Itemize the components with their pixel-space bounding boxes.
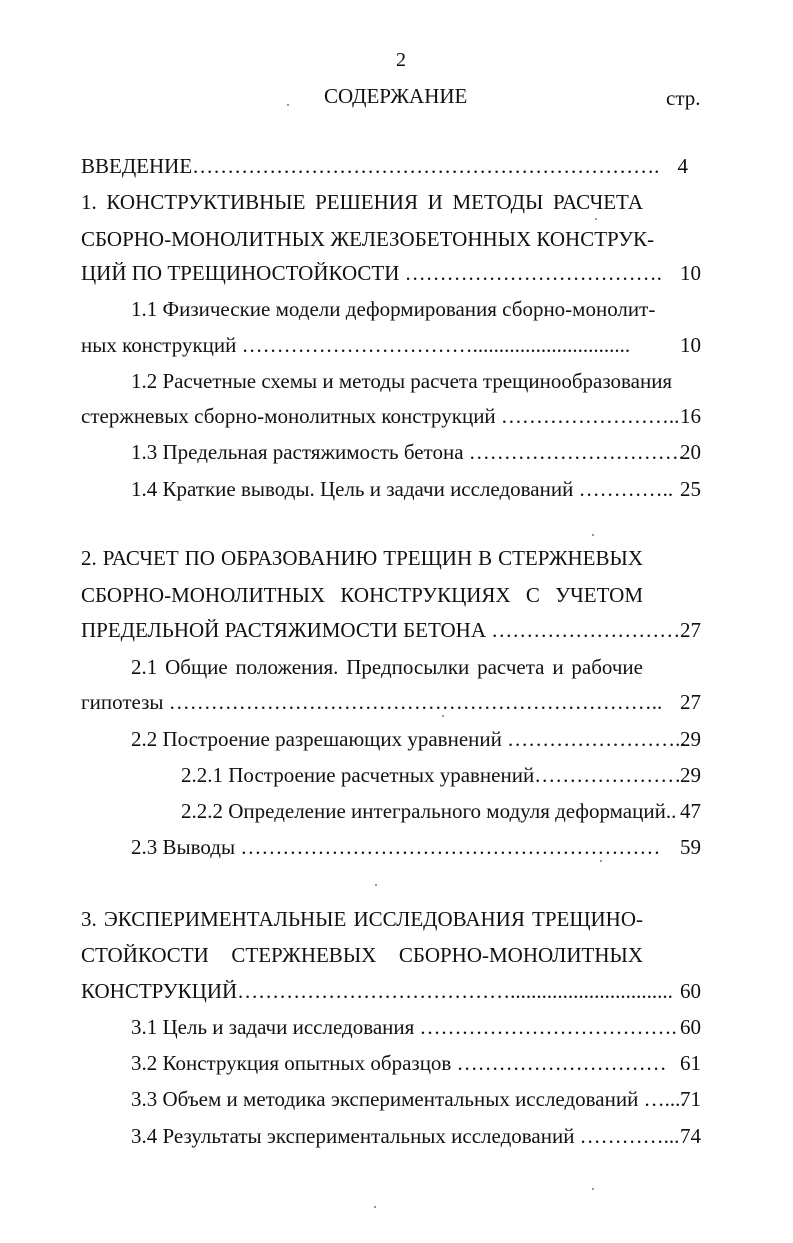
toc-entry-s2-2[interactable]: 2.2 Построение разрешающих уравнений …………………….. — [131, 727, 686, 751]
toc-entry-s3-1[interactable]: 3.1 Цель и задачи исследования ………………………………. — [131, 1015, 677, 1039]
toc-entry-s1-2-line1[interactable]: 1.2 Расчетные схемы и методы расчета трещинообразования — [131, 369, 673, 393]
toc-page-s3-4: 74 — [680, 1124, 701, 1148]
toc-page-s2-2: 29 — [680, 727, 701, 751]
toc-entry-s1-4[interactable]: 1.4 Краткие выводы. Цель и задачи исследований ………….. — [131, 477, 674, 501]
page-column-label: стр. — [666, 86, 701, 110]
scan-speck — [287, 104, 289, 106]
toc-entry-s1-1-line2[interactable]: ных конструкций …………………………….............................. — [81, 333, 631, 357]
toc-entry-s3-line1[interactable]: 3. ЭКСПЕРИМЕНТАЛЬНЫЕ ИССЛЕДОВАНИЯ ТРЕЩИНО- — [81, 907, 643, 931]
page-number: 2 — [396, 49, 406, 71]
toc-entry-s2-1-line2[interactable]: гипотезы …………………………………………………………….. — [81, 690, 663, 714]
scan-speck — [600, 860, 602, 862]
toc-entry-s2-line1[interactable]: 2. РАСЧЕТ ПО ОБРАЗОВАНИЮ ТРЕЩИН В СТЕРЖНЕВЫХ — [81, 546, 643, 570]
toc-page-s3-3: 71 — [680, 1087, 701, 1111]
toc-page-s3: 60 — [680, 979, 701, 1003]
toc-page-s2-2-2: 47 — [680, 799, 701, 823]
toc-entry-s3-2[interactable]: 3.2 Конструкция опытных образцов ………………………… — [131, 1051, 667, 1075]
toc-entry-s1-2-line2[interactable]: стержневых сборно-монолитных конструкций …………………….. — [81, 404, 680, 428]
toc-entry-s1-line2[interactable]: СБОРНО-МОНОЛИТНЫХ ЖЕЛЕЗОБЕТОННЫХ КОНСТРУК- — [81, 227, 655, 251]
toc-page-s1-2: 16 — [680, 404, 701, 428]
toc-page-s3-2: 61 — [680, 1051, 701, 1075]
toc-entry-s2-line2[interactable]: СБОРНО-МОНОЛИТНЫХ КОНСТРУКЦИЯХ С УЧЕТОМ — [81, 583, 643, 607]
scan-speck — [592, 1188, 594, 1190]
scan-speck — [374, 1206, 376, 1208]
scan-speck — [442, 715, 444, 717]
toc-entry-s2-2-2[interactable]: 2.2.2 Определение интегрального модуля деформаций.. — [181, 799, 677, 823]
toc-entry-s1-1-line1[interactable]: 1.1 Физические модели деформирования сборно-монолит- — [131, 297, 656, 321]
toc-entry-s3-4[interactable]: 3.4 Результаты экспериментальных исследований …………... — [131, 1124, 680, 1148]
toc-page-s2-1: 27 — [680, 690, 701, 714]
toc-page-s2-2-1: 29 — [680, 763, 701, 787]
toc-entry-s2-2-1[interactable]: 2.2.1 Построение расчетных уравнений………………… — [181, 763, 682, 787]
toc-entry-s1-3[interactable]: 1.3 Предельная растяжимость бетона …………………………. — [131, 440, 685, 464]
toc-page-s1-4: 25 — [680, 477, 701, 501]
toc-entry-s1-line1[interactable]: 1. КОНСТРУКТИВНЫЕ РЕШЕНИЯ И МЕТОДЫ РАСЧЕТА — [81, 190, 643, 214]
toc-page-s1-1: 10 — [680, 333, 701, 357]
toc-entry-s1-line3[interactable]: ЦИЙ ПО ТРЕЩИНОСТОЙКОСТИ ………………………………. — [81, 261, 662, 285]
toc-entry-intro[interactable]: ВВЕДЕНИЕ…………………………………………………………. — [81, 154, 660, 178]
toc-entry-s3-3[interactable]: 3.3 Объем и методика экспериментальных исследований ….... — [131, 1087, 686, 1111]
toc-entry-s2-1-line1[interactable]: 2.1 Общие положения. Предпосылки расчета и рабочие — [131, 655, 643, 679]
toc-page-s2-3: 59 — [680, 835, 701, 859]
toc-entry-s2-line3[interactable]: ПРЕДЕЛЬНОЙ РАСТЯЖИМОСТИ БЕТОНА ……………………… — [81, 618, 681, 642]
toc-page-intro: 4 — [677, 154, 688, 178]
toc-entry-s2-3[interactable]: 2.3 Выводы …………………………………………………… — [131, 835, 661, 859]
scan-speck — [595, 218, 597, 220]
toc-page-s2: 27 — [680, 618, 701, 642]
toc-entry-s3-line3[interactable]: КОНСТРУКЦИЙ…………………………………............................... — [81, 979, 673, 1003]
toc-page-s3-1: 60 — [680, 1015, 701, 1039]
page-title: СОДЕРЖАНИЕ — [324, 84, 468, 108]
scan-speck — [592, 534, 594, 536]
scan-speck — [375, 884, 377, 886]
toc-page-s1-3: 20 — [680, 440, 701, 464]
toc-page-s1: 10 — [680, 261, 701, 285]
toc-entry-s3-line2[interactable]: СТОЙКОСТИ СТЕРЖНЕВЫХ СБОРНО-МОНОЛИТНЫХ — [81, 943, 643, 967]
